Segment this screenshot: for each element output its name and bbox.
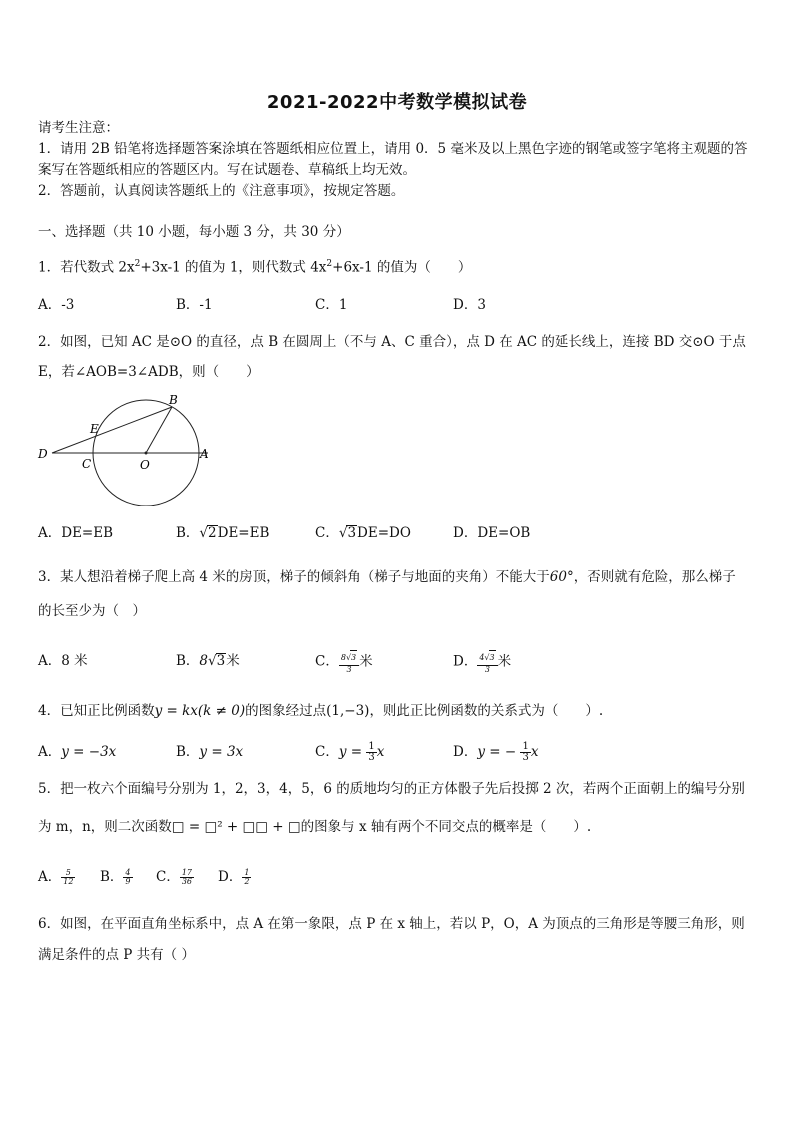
frac-num-coef: 4 [479, 653, 485, 662]
q2-option-d[interactable]: D．DE=OB [453, 525, 531, 541]
question-1-stem [38, 253, 758, 279]
q3-stem-part: 3．某人想沿着梯子爬上高 4 米的房顶，梯子的倾斜角（梯子与地面的夹角）不能大于 [38, 569, 550, 585]
circle-figure [36, 392, 212, 506]
line-db [52, 407, 172, 453]
q4-option-c-prefix: C． [315, 744, 339, 760]
sqrt-symbol: √ [338, 525, 348, 541]
q4-stem-part: 的图象经过点 [245, 703, 327, 719]
frac-num: 5 [61, 869, 75, 878]
q1-option-d[interactable]: D．3 [453, 297, 486, 313]
notice-item-1-line-2: 案写在答题纸相应的答题区内。写在试题卷、草稿纸上均无效。 [38, 162, 416, 178]
q5-option-d[interactable] [218, 866, 251, 888]
q4-option-d[interactable] [453, 741, 538, 763]
q3-angle: 60° [549, 569, 574, 585]
q2-option-c[interactable] [315, 522, 411, 544]
q4-option-b-prefix: B． [176, 744, 200, 760]
question-3-line-1 [38, 566, 758, 588]
q4-option-c-var: x [376, 744, 385, 760]
question-6-line-1: 6．如图，在平面直角坐标系中，点 A 在第一象限，点 P 在 x 轴上，若以 P，O，A 为顶点的三角形是等腰三角形，则 [38, 916, 745, 932]
q3-option-d-prefix: D． [453, 653, 478, 670]
q3-option-a[interactable]: A．8 米 [38, 653, 88, 669]
q4-option-b-expr: y = 3x [199, 744, 244, 760]
question-5-line-1: 5．把一枚六个面编号分别为 1，2，3，4，5，6 的质地均匀的正方体骰子先后投掷 2 次，若两个正面朝上的编号分别 [38, 781, 745, 797]
frac-den: 36 [181, 877, 193, 886]
frac-num: 1 [244, 868, 250, 877]
frac-den: 3 [346, 665, 352, 674]
center-point [145, 452, 148, 455]
q3-option-b-root: 3 [216, 653, 226, 669]
q4-option-a-prefix: A． [38, 744, 62, 760]
question-5-options [38, 866, 758, 890]
q3-option-b-coef: 8 [199, 653, 209, 669]
q5-option-b-fraction [123, 869, 132, 886]
question-1-options [38, 294, 758, 318]
q4-point: (1,−3) [326, 703, 370, 719]
notice-item-2: 2．答题前，认真阅读答题纸上的《注意事项》，按规定答题。 [38, 183, 405, 199]
frac-num-root: 3 [489, 650, 496, 665]
frac-num-root: 3 [350, 650, 357, 665]
frac-den: 3 [484, 665, 491, 674]
frac-den: 2 [244, 877, 250, 886]
question-3-line-2: 的长至少为（ ） [38, 603, 146, 619]
q4-option-c[interactable] [315, 741, 384, 763]
sqrt-symbol: √ [199, 525, 209, 541]
frac-den: 12 [63, 877, 74, 886]
question-4-stem [38, 700, 758, 722]
label-a: A [200, 447, 209, 461]
q2-option-c-root: 3 [347, 525, 357, 541]
frac-num: 4 [125, 868, 131, 877]
q4-option-d-prefix: D． [453, 744, 478, 760]
q5-option-b-prefix: B． [100, 869, 124, 885]
q1-stem-part: +3x-1 的值为 1，则代数式 4x [140, 259, 327, 276]
q5-option-a-prefix: A． [38, 869, 62, 885]
q4-option-d-fraction [520, 742, 530, 763]
line-ob [146, 407, 172, 453]
q2-option-c-suffix: DE=DO [357, 525, 411, 541]
q5-option-d-prefix: D． [218, 869, 243, 885]
frac-num-coef: 8 [340, 653, 346, 662]
q3-option-c-prefix: C． [315, 653, 339, 670]
q3-option-c-fraction: $\frac{8√3}{3}$ [339, 650, 359, 674]
q4-stem-part: ，则此正比例函数的关系式为（ ）. [369, 703, 604, 719]
label-e: E [90, 422, 99, 436]
question-2-line-2: E，若∠AOB=3∠ADB，则（ ） [38, 364, 260, 380]
q4-option-a[interactable] [38, 741, 116, 763]
q4-function: y = kx(k ≠ 0) [154, 703, 246, 719]
q4-option-a-expr: y = −3x [61, 744, 117, 760]
q4-stem-part: 4．已知正比例函数 [38, 703, 155, 719]
q4-option-c-fraction [366, 742, 376, 763]
q2-option-b-prefix: B． [176, 525, 200, 541]
q5-stem-part: 的图象与 x 轴有两个不同交点的概率是（ ）. [300, 819, 592, 835]
q2-option-b-root: 2 [208, 525, 217, 541]
q3-option-c-unit: 米 [359, 653, 373, 670]
q3-option-b-unit: 米 [226, 653, 240, 669]
label-c: C [82, 457, 92, 471]
q5-option-c-prefix: C． [156, 869, 180, 885]
q1-stem-part: 1．若代数式 2x [38, 259, 135, 276]
question-4-options [38, 741, 758, 765]
question-5-line-2 [38, 816, 758, 838]
q2-option-a[interactable]: A．DE=EB [38, 525, 114, 541]
q2-option-c-prefix: C． [315, 525, 339, 541]
q1-option-b[interactable]: B．-1 [176, 297, 213, 313]
q2-option-b[interactable] [176, 522, 269, 544]
frac-num: 17 [181, 868, 193, 877]
frac-num: 1 [522, 741, 529, 752]
q5-stem-part: 为 m，n，则二次函数 [38, 819, 172, 835]
q5-function: □ = □² + □□ + □ [171, 819, 301, 835]
q3-option-d-unit: 米 [497, 653, 512, 670]
notice-heading: 请考生注意： [38, 120, 119, 136]
q3-option-d[interactable] [453, 650, 511, 674]
q4-option-d-lhs: y = − [477, 744, 517, 760]
q3-option-b[interactable] [176, 650, 240, 672]
q2-option-b-suffix: DE=EB [217, 525, 270, 541]
question-2-options [38, 522, 758, 546]
q5-option-d-fraction [242, 869, 251, 886]
q5-option-b[interactable] [100, 866, 133, 888]
label-b: B [169, 393, 178, 407]
q1-exponent: 2 [326, 259, 333, 269]
question-3-options [38, 650, 758, 674]
label-o: O [140, 458, 150, 472]
page-title: 2021-2022中考数学模拟试卷 [266, 92, 528, 113]
label-d: D [38, 447, 48, 461]
q5-option-a-fraction [61, 869, 75, 886]
q3-option-d-fraction: $\frac{4√3}{3}$ [477, 650, 497, 674]
question-6-line-2: 满足条件的点 P 共有（ ） [38, 947, 195, 963]
q3-option-b-prefix: B． [176, 653, 200, 669]
q3-stem-part: ，否则就有危险，那么梯子 [573, 569, 736, 585]
q5-option-a[interactable] [38, 866, 75, 888]
q1-option-a[interactable]: A．-3 [38, 297, 75, 313]
q5-option-c[interactable] [156, 866, 194, 888]
frac-den: 3 [522, 752, 529, 763]
q1-stem-part: +6x-1 的值为（ ） [332, 259, 472, 276]
q4-option-c-lhs: y = [338, 744, 363, 760]
frac-den: 3 [368, 752, 375, 763]
q5-option-c-fraction [180, 869, 194, 886]
section-heading: 一、选择题（共 10 小题，每小题 3 分，共 30 分） [38, 224, 350, 240]
q1-option-c[interactable]: C．1 [315, 297, 348, 313]
frac-den: 9 [125, 877, 131, 886]
q4-option-b[interactable] [176, 741, 243, 763]
frac-num: 1 [368, 741, 375, 752]
q3-option-c[interactable] [315, 650, 373, 674]
notice-item-1-line-1: 1．请用 2B 铅笔将选择题答案涂填在答题纸相应位置上，请用 0．5 毫米及以上黑色字迹的钢笔或签字笔将主观题的答 [38, 141, 748, 157]
q4-option-d-var: x [530, 744, 539, 760]
sqrt-symbol: √ [208, 653, 217, 669]
question-2-line-1: 2．如图，已知 AC 是⊙O 的直径，点 B 在圆周上（不与 A、C 重合），点 D 在 AC 的延长线上，连接 BD 交⊙O 于点 [38, 334, 746, 350]
q1-exponent: 2 [134, 259, 141, 269]
